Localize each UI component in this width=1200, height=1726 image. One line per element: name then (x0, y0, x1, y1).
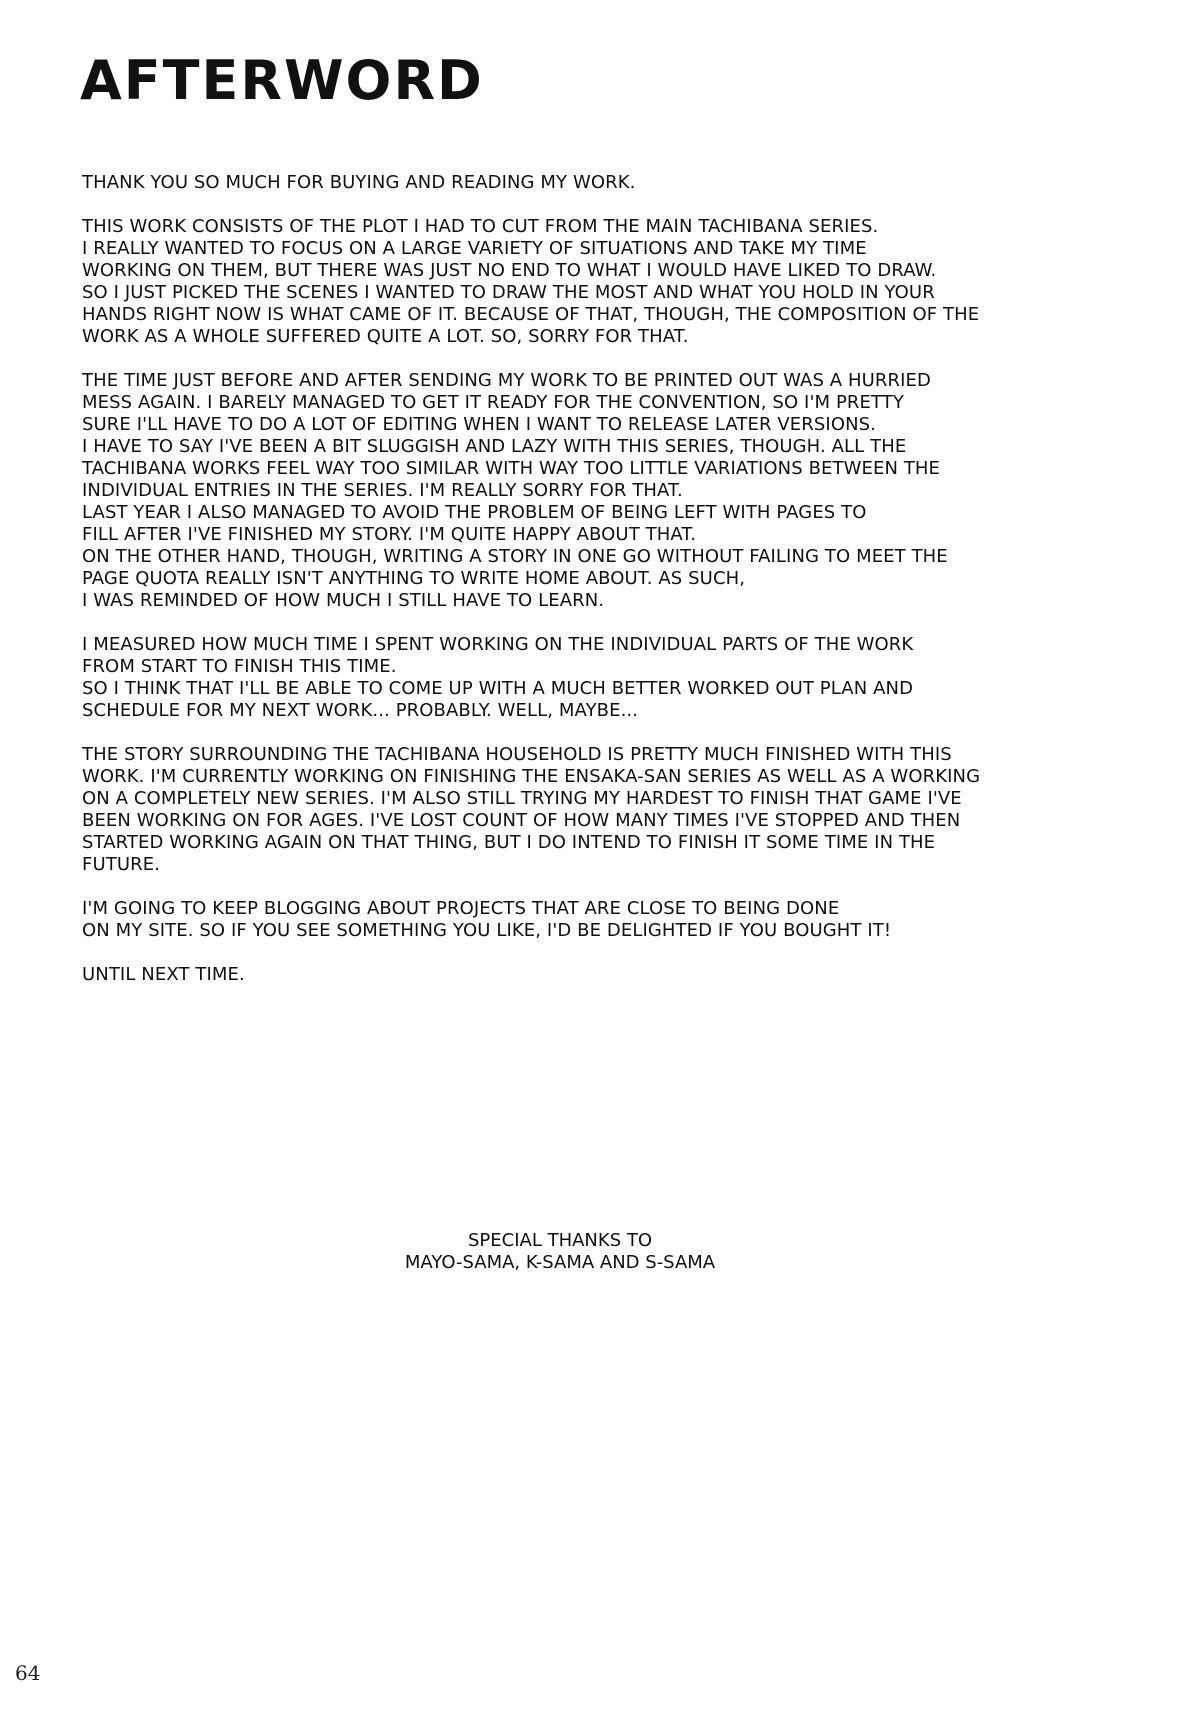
text-line: INDIVIDUAL ENTRIES IN THE SERIES. I'M REALLY SORRY FOR THAT. (82, 480, 683, 501)
text-line: HANDS RIGHT NOW IS WHAT CAME OF IT. BECAUSE OF THAT, THOUGH, THE COMPOSITION OF THE (82, 304, 980, 325)
text-line: FUTURE. (82, 854, 160, 875)
page-title: AFTERWORD (80, 49, 484, 112)
text-line: FILL AFTER I'VE FINISHED MY STORY. I'M QUITE HAPPY ABOUT THAT. (82, 524, 697, 545)
paragraph-closing (82, 964, 1157, 986)
text-line: I MEASURED HOW MUCH TIME I SPENT WORKING ON THE INDIVIDUAL PARTS OF THE WORK (82, 634, 914, 655)
paragraph-future (82, 744, 1157, 876)
special-thanks-names: MAYO-SAMA, K-SAMA AND S-SAMA (404, 1252, 716, 1273)
text-line: ON MY SITE. SO IF YOU SEE SOMETHING YOU LIKE, I'D BE DELIGHTED IF YOU BOUGHT IT! (82, 920, 892, 941)
paragraph-schedule (82, 634, 1157, 722)
text-line: MESS AGAIN. I BARELY MANAGED TO GET IT READY FOR THE CONVENTION, SO I'M PRETTY (82, 392, 904, 413)
text-line: STARTED WORKING AGAIN ON THAT THING, BUT I DO INTEND TO FINISH IT SOME TIME IN THE (82, 832, 936, 853)
text-line: WORK AS A WHOLE SUFFERED QUITE A LOT. SO, SORRY FOR THAT. (82, 326, 689, 347)
text-line: THANK YOU SO MUCH FOR BUYING AND READING MY WORK. (82, 172, 636, 193)
text-line: SURE I'LL HAVE TO DO A LOT OF EDITING WHEN I WANT TO RELEASE LATER VERSIONS. (82, 414, 877, 435)
text-line: PAGE QUOTA REALLY ISN'T ANYTHING TO WRITE HOME ABOUT. AS SUCH, (82, 568, 746, 589)
text-line: I REALLY WANTED TO FOCUS ON A LARGE VARIETY OF SITUATIONS AND TAKE MY TIME (82, 238, 867, 259)
text-line: I'M GOING TO KEEP BLOGGING ABOUT PROJECTS THAT ARE CLOSE TO BEING DONE (82, 898, 840, 919)
text-line: ON THE OTHER HAND, THOUGH, WRITING A STORY IN ONE GO WITHOUT FAILING TO MEET THE (82, 546, 948, 567)
text-line: LAST YEAR I ALSO MANAGED TO AVOID THE PROBLEM OF BEING LEFT WITH PAGES TO (82, 502, 867, 523)
paragraph-thanks (82, 172, 1157, 194)
paragraph-plot (82, 216, 1157, 348)
special-thanks (0, 1230, 1120, 1274)
afterword-body (82, 172, 1157, 1008)
text-line: I HAVE TO SAY I'VE BEEN A BIT SLUGGISH AND LAZY WITH THIS SERIES, THOUGH. ALL THE (82, 436, 907, 457)
paragraph-blog (82, 898, 1157, 942)
text-line: SO I JUST PICKED THE SCENES I WANTED TO DRAW THE MOST AND WHAT YOU HOLD IN YOUR (82, 282, 935, 303)
text-line: ON A COMPLETELY NEW SERIES. I'M ALSO STILL TRYING MY HARDEST TO FINISH THAT GAME I'VE (82, 788, 962, 809)
text-line: UNTIL NEXT TIME. (82, 964, 245, 985)
text-line: SCHEDULE FOR MY NEXT WORK... PROBABLY. WELL, MAYBE... (82, 700, 639, 721)
text-line: WORKING ON THEM, BUT THERE WAS JUST NO END TO WHAT I WOULD HAVE LIKED TO DRAW. (82, 260, 937, 281)
paragraph-printing (82, 370, 1157, 612)
text-line: SO I THINK THAT I'LL BE ABLE TO COME UP WITH A MUCH BETTER WORKED OUT PLAN AND (82, 678, 914, 699)
text-line: BEEN WORKING ON FOR AGES. I'VE LOST COUNT OF HOW MANY TIMES I'VE STOPPED AND THEN (82, 810, 961, 831)
special-thanks-heading: SPECIAL THANKS TO (467, 1230, 653, 1251)
text-line: THE TIME JUST BEFORE AND AFTER SENDING MY WORK TO BE PRINTED OUT WAS A HURRIED (82, 370, 931, 391)
text-line: FROM START TO FINISH THIS TIME. (82, 656, 397, 677)
text-line: WORK. I'M CURRENTLY WORKING ON FINISHING THE ENSAKA-SAN SERIES AS WELL AS A WORKING (82, 766, 981, 787)
page-number: 64 (15, 1661, 41, 1685)
text-line: THIS WORK CONSISTS OF THE PLOT I HAD TO CUT FROM THE MAIN TACHIBANA SERIES. (82, 216, 879, 237)
text-line: TACHIBANA WORKS FEEL WAY TOO SIMILAR WITH WAY TOO LITTLE VARIATIONS BETWEEN THE (82, 458, 941, 479)
text-line: THE STORY SURROUNDING THE TACHIBANA HOUSEHOLD IS PRETTY MUCH FINISHED WITH THIS (82, 744, 952, 765)
text-line: I WAS REMINDED OF HOW MUCH I STILL HAVE TO LEARN. (82, 590, 605, 611)
